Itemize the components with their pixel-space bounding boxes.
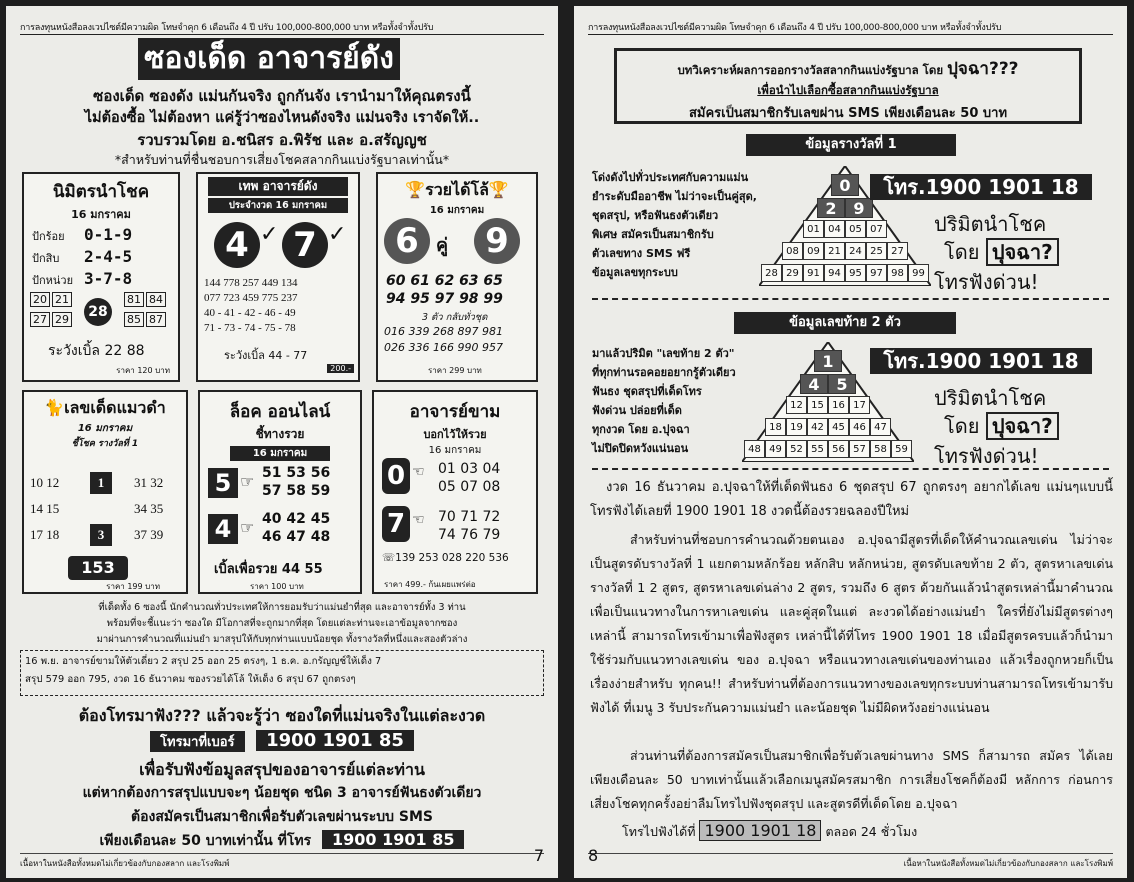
digit-row: ปักหน่วย 3-7-8 bbox=[32, 269, 133, 288]
box-title: 🐈เลขเด็ดแมวดำ bbox=[44, 398, 166, 417]
note-line-2: พร้อมที่จะชี้แนะว่า ซองใด มีโอกาสที่จะถูกมากที่สุด โดยแต่ละท่านจะเอาข้อมูลจากซอง bbox=[106, 618, 458, 629]
right-page bbox=[574, 6, 1127, 878]
page-footer: เนื้อหาในหนังสือทั้งหมดไม่เกี่ยวข้องกับกองสลาก และโรงพิมพ์ 7 bbox=[20, 846, 544, 868]
envelope-box-kham bbox=[372, 390, 538, 594]
box-date: 16 มกราคม bbox=[77, 423, 133, 434]
phone-number: 1900 1901 85 bbox=[256, 730, 414, 751]
promo-line-2: เพื่อนำไปเลือกซื้อสลากกินแบ่งรัฐบาล bbox=[757, 83, 939, 97]
results-box bbox=[20, 650, 544, 696]
center-number: 28 bbox=[84, 298, 112, 326]
promo-line-1: บทวิเคราะห์ผลการออกรางวัลสลากกินแบ่งรัฐบาล โดย ปุจฉา??? bbox=[677, 59, 1019, 79]
number-list: 70 71 72 74 76 79 bbox=[438, 509, 501, 543]
page-header: การลงทุนหนังสือลงเวปไซต์มีความผิด โทษจำคุก 6 เดือนถึง 4 ปี ปรับ 100,000-800,000 บาท หรือทั้งจำทั้งปรับ bbox=[20, 20, 544, 35]
price-text: ราคา 199 บาท bbox=[106, 582, 160, 591]
box-subtitle: ชี้โชค รางวัลที่ 1 bbox=[71, 439, 139, 449]
page-banner: ซองเด็ด อาจารย์ดัง bbox=[138, 38, 400, 80]
result-line-1: 16 พ.ย. อาจารย์ขามให้ตัวเดี่ยว 2 สรุป 25 ออก 25 ตรงๆ, 1 ธ.ค. อ.กรัญญช์ให้เด็ง 7 bbox=[25, 656, 382, 667]
digit-row: ปักร้อย 0-1-9 bbox=[32, 225, 133, 244]
number-list: 51 53 56 57 58 59 bbox=[262, 465, 331, 499]
number-list: 016 339 268 897 981 026 336 166 990 957 bbox=[384, 325, 503, 354]
badge-number: 153 bbox=[68, 556, 128, 580]
page-number: 8 bbox=[588, 846, 599, 865]
number-grid: 20 21 27 29 28 81 84 85 87 bbox=[30, 292, 174, 332]
double-text: เบิ้ลเพื่อรวย 44 55 bbox=[214, 562, 323, 577]
envelope-box-nimit bbox=[22, 172, 180, 382]
envelope-box-thep bbox=[196, 172, 360, 382]
box-subtitle: บอกไว้ให้รวย bbox=[423, 428, 487, 441]
paragraph-2: สำหรับท่านที่ชอบการคำนวณด้วยตนเอง อ.ปุจฉามีสูตรที่เด็ดให้คำนวณเลขเด่น ไม่ว่าจะเป็นสูตรดับรางวัลที่ 1 แยกตามหลักร้อย หลักสิบ หลักหน่วย, สูตรดับเลขท้าย 2 ตัว, สูตรหาเลขเด่นรางวัลที่ 1 2 สูตร, สูตรหาเลขเด่นล่าง 2 สูตร, รวมถึง 6 สูตร ด้วยกันแล้วนำสูตรเหล่านี้มาคำนวณเพื่อเป็นแนวทางในการหาเลขเด่น และคู่สุดในแต่ ละงวดได้อย่างแม่นยำ ใครที่ยังไม่มีสูตรต่างๆเหล่านี้ สามารถโทรเข้ามาเพื่อฟังสูตร เหล่านี้ได้ที่โทร 1900 1901 18 เมื่อมีสูตรครบแล้วก็นำมาใช้ร่วมกับแนวทางเลขเด่น ของ อ.ปุจฉา หรือแนวทางเลขเด่นของท่านเอง แล้วเรื่องถูกหวยก็เป็นเรื่องง่ายสำหรับ ทุกคน!! สำหรับท่านที่ต้องการแนวทางของเลขทุกระบบท่านสามารถโทรเข้ามารับฟังได้ ที่เมนู 3 รับประกันความแม่นยำ และน้อยชุด ไม่มีผิดหวังอย่างแน่นอน bbox=[590, 532, 1113, 715]
pair-text: คู่ bbox=[436, 235, 449, 256]
call-line-4: ต้องสมัครเป็นสมาชิกเพื่อรับตัวเลขผ่านระบบ SMS bbox=[131, 809, 433, 825]
slogan-line-1: ปริมิตนำโชค bbox=[934, 386, 1047, 410]
lucky-ball: 7 bbox=[282, 222, 328, 268]
pointing-hand-icon: ☞ bbox=[240, 472, 255, 491]
big-digit: 0 bbox=[382, 458, 410, 494]
price-text: ราคา 120 บาท bbox=[116, 366, 170, 375]
intro-line-3: รวบรวมโดย อ.ชนิสร อ.พิรัช และ อ.สรัญญช bbox=[137, 131, 427, 149]
box-subtitle: ชี้ทางรวย bbox=[255, 427, 305, 441]
note-line-1: ที่เด็ดทั้ง 6 ซองนี้ นักคำนวณทั่วประเทศให้การยอมรับว่าแม่นยำที่สุด และอาจารย์ทั้ง 3 ท่าน bbox=[98, 602, 466, 613]
page-footer: 8 เนื้อหาในหนังสือทั้งหมดไม่เกี่ยวข้องกับกองสลาก และโรงพิมพ์ bbox=[588, 846, 1113, 868]
call-label: โทรมาที่เบอร์ bbox=[150, 731, 244, 752]
phone-number: 1900 1901 18 bbox=[699, 820, 821, 841]
two-digit-text: มาแล้วปริมิต "เลขท้าย 2 ตัว" ที่ทุกท่านรอคอยอยากรู้ตัวเดียว ฟันธง ชุดสรุปที่เด็ดโทร ฟังด่วน ปล่อยที่เด็ด ทุกงวด โดย อ.ปุจฉา ไม่ปิดปิดหวังแน่นอน bbox=[592, 347, 736, 455]
box-date: 16 มกราคม bbox=[230, 446, 330, 461]
phone-number: โทร.1900 1901 18 bbox=[870, 174, 1092, 200]
slogan-line-3: โทรฟังด่วน! bbox=[934, 270, 1039, 294]
box-title: นิมิตรนำโชค bbox=[52, 182, 150, 202]
number-list: 01 03 04 05 07 08 bbox=[438, 461, 501, 495]
section-title-prize1: ข้อมูลรางวัลที่ 1 bbox=[746, 134, 956, 156]
box-subtitle: 3 ตัว กลับทั่วชุด bbox=[422, 312, 488, 323]
lucky-ball: 4 bbox=[214, 222, 260, 268]
trophy-icon: 🏆 bbox=[405, 180, 426, 199]
caution-text: ระวังเบิ้ล 22 88 bbox=[48, 343, 145, 359]
number-list: 60 61 62 63 65 94 95 97 98 99 bbox=[386, 273, 503, 307]
intro-line-2: ไม่ต้องซื้อ ไม่ต้องหา แค่รู้ว่าซองไหนดังจริง แม่นจริง เราจัดให้.. bbox=[84, 110, 480, 126]
lucky-ball: 6 bbox=[384, 218, 430, 264]
envelope-box-lock bbox=[198, 390, 362, 594]
envelope-box-ruay bbox=[376, 172, 538, 382]
slogan-line-3: โทรฟังด่วน! bbox=[934, 444, 1039, 468]
price-text: ราคา 100 บาท bbox=[250, 582, 304, 591]
big-digit: 7 bbox=[382, 506, 410, 542]
slogan-line-1: ปริมิตนำโชค bbox=[934, 212, 1047, 236]
intro-line-1: ซองเด็ด ซองดัง แม่นกันจริง ถูกกันจัง เรานำมาให้คุณตรงนี้ bbox=[93, 87, 471, 105]
digit-row: ปักสิบ 2-4-5 bbox=[32, 247, 133, 266]
paragraph-1: งวด 16 ธันวาคม อ.ปุจฉาให้ที่เด็ดฟันธง 6 ชุดสรุป 67 ถูกตรงๆ อยากได้เลข แม่นๆแบบนี้ โทรฟังได้เลยที่ 1900 1901 18 งวดนี้ต้องรวยฉลองปีใหม่ bbox=[590, 480, 1113, 519]
divider bbox=[592, 298, 1109, 300]
call-line-2: เพื่อรับฟังข้อมูลสรุปของอาจารย์แต่ละท่าน bbox=[139, 760, 425, 779]
result-line-2: สรุป 579 ออก 795, งวด 16 ธันวาคม ซองรวยได้โล้ ให้เด็ง 6 สรุป 67 ถูกตรงๆ bbox=[25, 674, 356, 685]
slogan-line-2: โดย ปุจฉา? bbox=[944, 236, 1059, 268]
box-title: เทพ อาจารย์ดัง bbox=[208, 177, 348, 196]
caution-text: ระวังเบิ้ล 44 - 77 bbox=[224, 349, 308, 362]
price-text: ราคา 299 บาท bbox=[428, 366, 482, 375]
page-number: 7 bbox=[533, 846, 544, 865]
promo-line-3: สมัครเป็นสมาชิกรับเลขผ่าน SMS เพียงเดือนละ 50 บาท bbox=[688, 106, 1008, 121]
call-line-number bbox=[16, 730, 548, 752]
phone-number: โทร.1900 1901 18 bbox=[870, 348, 1092, 374]
pointing-hand-icon: ☞ bbox=[240, 518, 255, 537]
box-date: 16 มกราคม bbox=[71, 208, 131, 221]
page-header: การลงทุนหนังสือลงเวปไซต์มีความผิด โทษจำคุก 6 เดือนถึง 4 ปี ปรับ 100,000-800,000 บาท หรือทั้งจำทั้งปรับ bbox=[588, 20, 1113, 35]
prize1-text: โด่งดังไปทั่วประเทศกับความแม่น ยำระดับมืออาชีพ ไม่ว่าจะเป็นคู่สุด, ชุดสรุป, หรือฟันธงตัวเดียว พิเศษ สมัครเป็นสมาชิกรับ ตัวเลขทาง SMS ฟรี ข้อมูลเลขทุกระบบ bbox=[592, 171, 757, 279]
box-subtitle: ประจำงวด 16 มกราคม bbox=[208, 198, 348, 213]
lucky-ball: 9 bbox=[474, 218, 520, 264]
check-icon: ✓ bbox=[328, 222, 347, 247]
big-digit: 4 bbox=[208, 514, 238, 544]
number-list: 144 778 257 449 134 077 723 459 775 237 40 - 41 - 42 - 46 - 49 71 - 73 - 74 - 75 - 78 bbox=[204, 277, 298, 334]
price-text: ราคา 499.- ก้นเผยแพร่ต่อ bbox=[384, 580, 476, 589]
pointing-hand-icon: ☜ bbox=[412, 464, 425, 480]
call-line-5: เพียงเดือนละ 50 บาทเท่านั้น ที่โทร 1900 1901 85 bbox=[16, 830, 548, 852]
number-grid: 10 12 1 31 32 14 15 34 35 17 18 3 37 39 bbox=[30, 470, 182, 548]
cat-icon: 🐈 bbox=[44, 398, 65, 417]
number-pyramid-2: 1 4 5 12 15 16 17 18 19 42 45 46 47 48 49 52 55 56 57 58 59 bbox=[742, 342, 914, 462]
divider bbox=[592, 468, 1109, 470]
price-text: 200.- bbox=[327, 364, 354, 373]
intro-line-4: *สำหรับท่านที่ชื่นชอบการเสี่ยงโชคสลากกินแบ่งรัฐบาลเท่านั้น* bbox=[114, 152, 450, 167]
paragraph-3: ส่วนท่านที่ต้องการสมัครเป็นสมาชิกเพื่อรับตัวเลขผ่านทาง SMS ก็สามารถ สมัคร ได้เลย เพียงเดือนละ 50 บาทเท่านั้นแล้วเลือกเมนูสมัครสมาชิก การเสี่ยงโชคก็ต้องมี หลักการ ก่อนการเสี่ยงโชคทุกครั้งอย่าลืมโทรไปฟังชุดสรุป และสูตรดีที่เด็ดโดย อ.ปุจฉา bbox=[590, 748, 1113, 811]
box-date: 16 มกราคม bbox=[429, 205, 485, 216]
call-line-3: แต่หากต้องการสรุปแบบจะๆ น้อยชุด ชนิด 3 อาจารย์ฟันธงตัวเดียว bbox=[82, 785, 482, 801]
number-list: 40 42 45 46 47 48 bbox=[262, 511, 331, 545]
check-icon: ✓ bbox=[260, 222, 279, 247]
phone-number: 1900 1901 85 bbox=[322, 830, 464, 849]
box-title: 🏆รวยได้โล้🏆 bbox=[405, 180, 509, 199]
section-title-2digit: ข้อมูลเลขท้าย 2 ตัว bbox=[734, 312, 956, 334]
box-title: ล็อค ออนไลน์ bbox=[229, 402, 331, 422]
left-page bbox=[6, 6, 558, 878]
number-list: ☏139 253 028 220 536 bbox=[382, 552, 509, 564]
envelope-box-blackcat bbox=[22, 390, 188, 594]
call-line-1: ต้องโทรมาฟัง??? แล้วจะรู้ว่า ซองใดที่แม่นจริงในแต่ละงวด bbox=[78, 706, 486, 725]
slogan-line-2: โดย ปุจฉา? bbox=[944, 410, 1059, 442]
big-digit: 5 bbox=[208, 468, 238, 498]
paragraph-4: โทรไปฟังได้ที่ 1900 1901 18 ตลอด 24 ชั่วโมง bbox=[622, 821, 918, 840]
promo-box bbox=[614, 48, 1082, 124]
number-pyramid-1: 0 2 9 01 04 05 07 08 09 21 24 25 27 28 29 91 94 95 97 98 99 bbox=[759, 166, 931, 286]
note-line-3: มาผ่านการคำนวณที่แม่นยำ มาสรุปให้กับทุกท่านแบบน้อยชุด ทั้งรางวัลที่หนึ่งและสองตัวล่าง bbox=[96, 634, 468, 645]
box-date: 16 มกราคม bbox=[428, 445, 482, 456]
pointing-hand-icon: ☜ bbox=[412, 512, 425, 528]
box-title: อาจารย์ขาม bbox=[409, 402, 501, 422]
phone-icon: ☏ bbox=[382, 552, 396, 564]
trophy-icon: 🏆 bbox=[488, 180, 509, 199]
